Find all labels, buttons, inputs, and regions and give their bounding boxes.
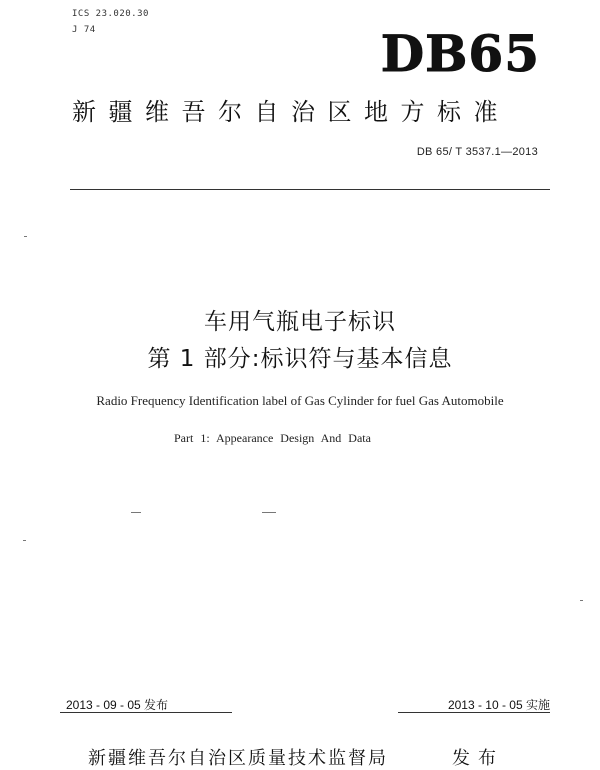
scan-speck [580, 600, 583, 601]
db65-logo: DB65 [380, 24, 540, 83]
scan-speck [131, 512, 141, 513]
issuer-title: 新疆维吾尔自治区地方标准 [72, 98, 510, 126]
publisher-name: 新疆维吾尔自治区质量技术监督局 [88, 748, 388, 769]
scan-speck [262, 512, 276, 513]
standard-number: DB 65/ T 3537.1—2013 [416, 146, 538, 158]
header-divider [70, 189, 550, 190]
footer-divider-left [60, 712, 232, 713]
chinese-title-line-2: 第 1 部分:标识符与基本信息 [147, 346, 453, 372]
chinese-title-line-1: 车用气瓶电子标识 [204, 309, 396, 335]
scan-speck [23, 540, 26, 541]
english-title-line-2: Part 1: Appearance Design And Data [174, 431, 371, 445]
english-title-line-1: Radio Frequency Identification label of Gas Cylinder for fuel Gas Automobile [96, 393, 504, 408]
ics-code: ICS 23.020.30 [72, 9, 149, 19]
scan-speck [24, 236, 27, 237]
publish-date: 2013 - 09 - 05 发布 [66, 698, 169, 712]
footer-divider-right [398, 712, 550, 713]
publish-label: 发布 [452, 748, 504, 769]
ccs-code: J 74 [72, 25, 96, 35]
effective-date: 2013 - 10 - 05 实施 [447, 698, 550, 712]
